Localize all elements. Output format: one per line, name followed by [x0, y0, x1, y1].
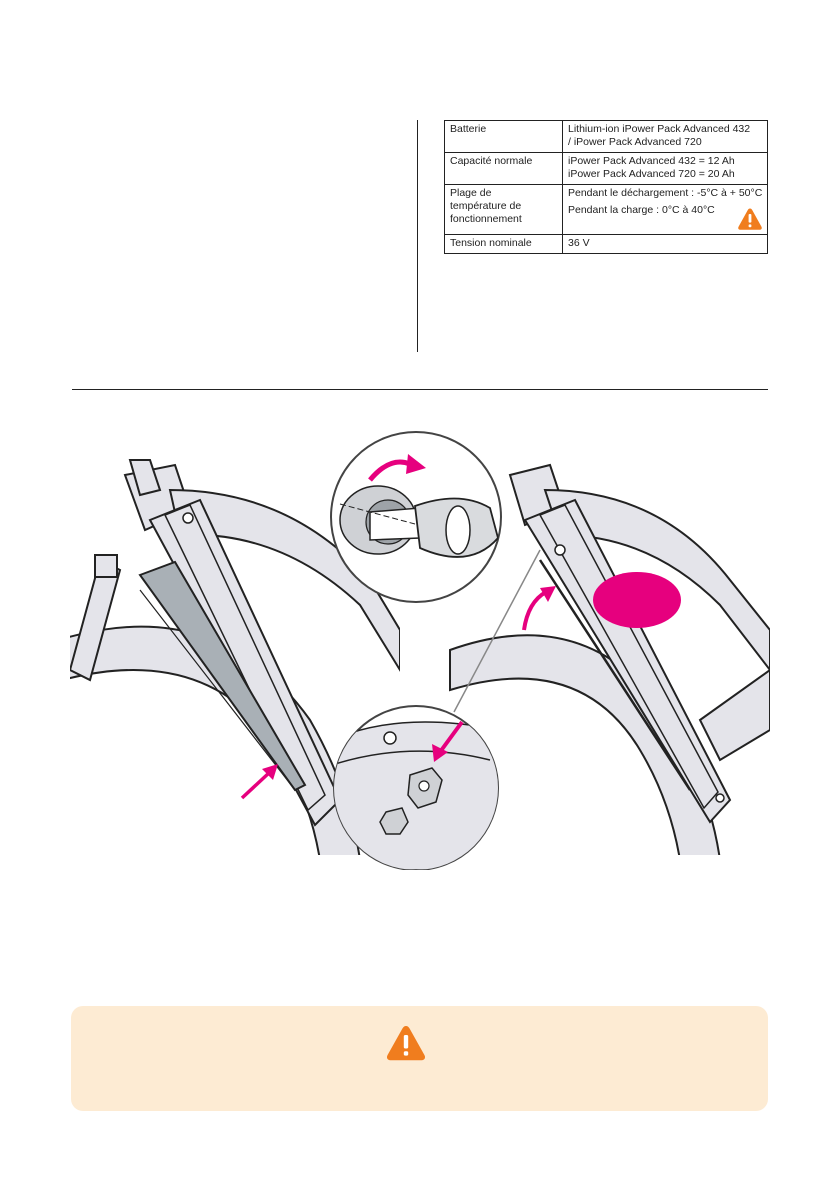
table-row	[445, 185, 768, 235]
table-row	[445, 121, 768, 153]
spec-value	[563, 235, 768, 254]
spec-label: Batterie	[445, 121, 563, 153]
spec-value-line: iPower Pack Advanced 432 = 12 Ah	[568, 155, 735, 167]
spec-label: Tension nominale	[445, 235, 563, 254]
spec-value-line: / iPower Pack Advanced 720	[568, 136, 702, 148]
spec-value-line: 36 V	[568, 237, 590, 249]
spec-value	[563, 121, 768, 153]
section-divider	[72, 389, 768, 390]
column-divider	[417, 120, 418, 352]
battery-release-marker	[593, 572, 681, 628]
table-row	[445, 153, 768, 185]
spec-value-line: Lithium-ion iPower Pack Advanced 432	[568, 123, 751, 135]
key-detail-circle	[331, 432, 501, 602]
spec-value-line: Pendant le déchargement : -5°C à + 50°C	[568, 187, 763, 199]
pink-arrow-icon	[242, 764, 278, 798]
warning-triangle-icon	[385, 1024, 427, 1062]
battery-removal-illustration	[70, 430, 770, 870]
battery-specs-table	[444, 120, 768, 254]
table-row	[445, 235, 768, 254]
spec-value-line: Pendant la charge : 0°C à 40°C	[568, 204, 715, 216]
spec-value-line: iPower Pack Advanced 720 = 20 Ah	[568, 168, 735, 180]
warning-triangle-icon	[737, 207, 763, 231]
spec-value	[563, 153, 768, 185]
spec-label: Plage de température de fonctionnement	[445, 185, 563, 235]
lock-detail-circle	[332, 706, 500, 870]
spec-label: Capacité normale	[445, 153, 563, 185]
spec-value	[563, 185, 768, 235]
pink-arrow-icon	[524, 586, 556, 630]
